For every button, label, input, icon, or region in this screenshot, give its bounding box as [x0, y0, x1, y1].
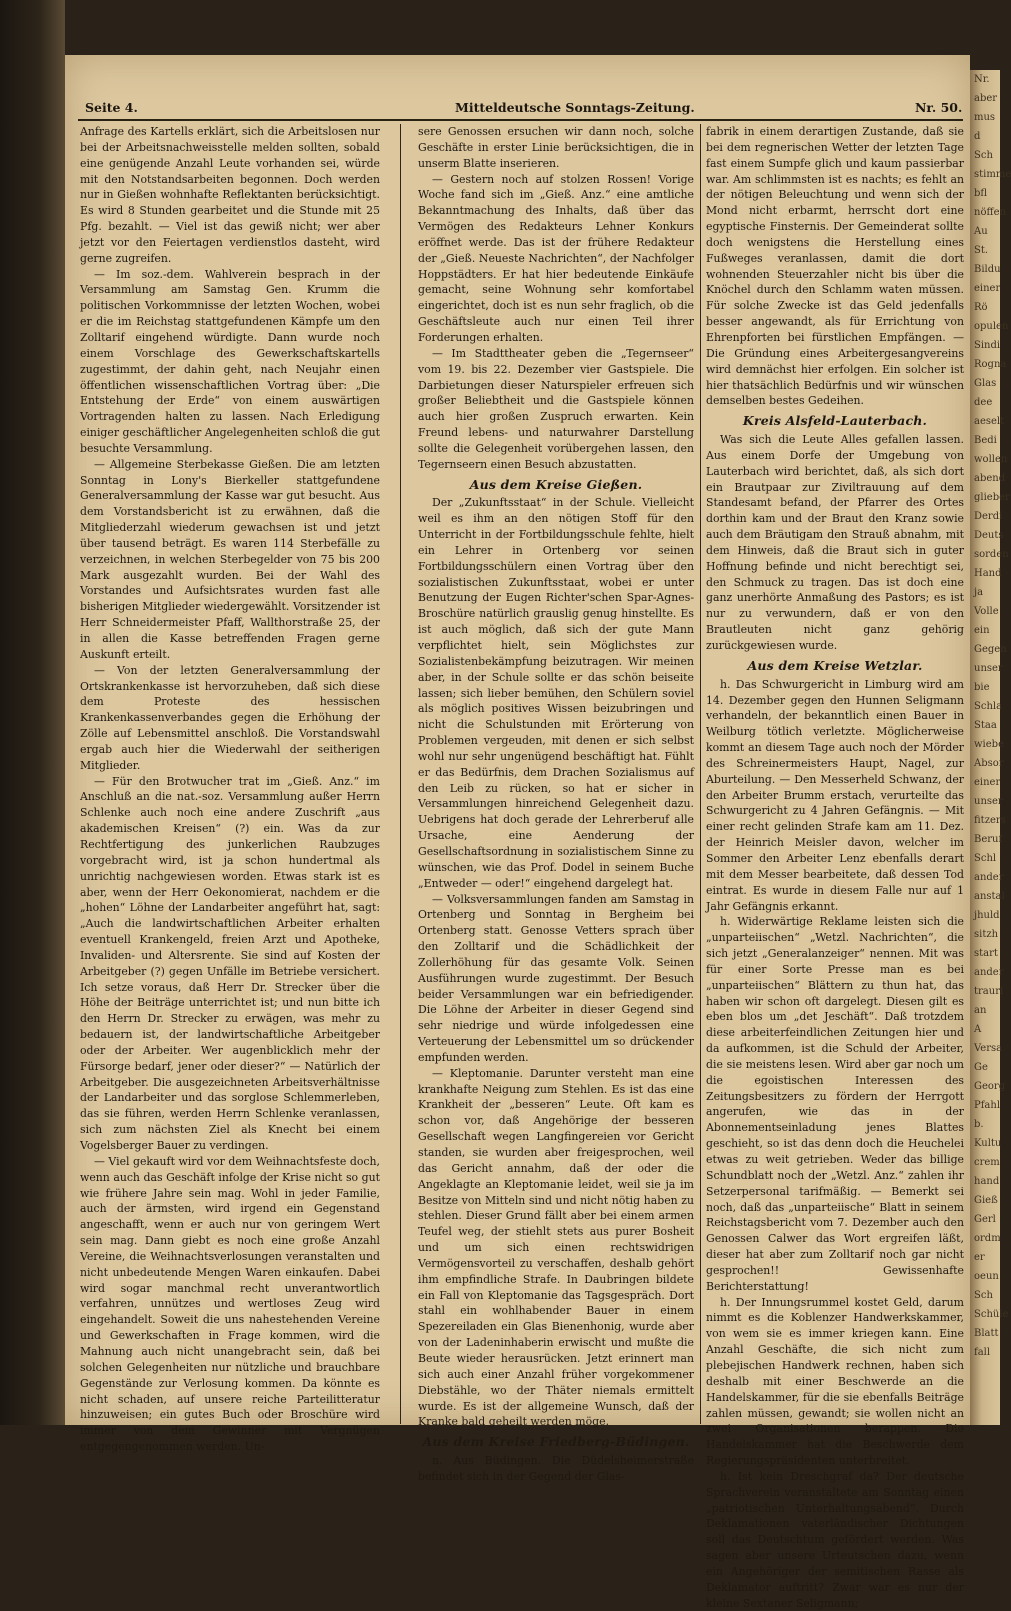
column-3 [706, 124, 964, 1610]
article-paragraph: — Volksversammlungen fanden am Samstag in Ortenberg und Sonntag in Bergheim bei Ortenberg statt. Genosse Vetters sprach über den Zolltarif und die Schädlichkeit der Zollerhöhung für das gesamte Volk. Seinen Ausführungen wurde zugestimmt. Der Besuch beider Versammlungen war ein befriedigender. Die Löhne der Arbeiter in dieser Gegend sind sehr niedrige und würde infolgedessen eine Verteuerung der Lebensmittel um so drückender empfunden werden. [418, 892, 694, 1064]
edge-fragment: Blatt [974, 1328, 999, 1339]
section-heading: Aus dem Kreise Friedberg-Büdingen. [422, 1434, 690, 1450]
issue-number: Nr. 50. [915, 100, 963, 115]
edge-fragment: Rö [974, 302, 988, 313]
edge-fragment: hand [974, 1176, 1000, 1187]
edge-fragment: anstal [974, 891, 1005, 902]
edge-fragment: d [974, 131, 981, 142]
edge-fragment: Beruf [974, 834, 1003, 845]
column-1 [80, 124, 380, 1454]
article-paragraph: — Kleptomanie. Darunter versteht man eine krankhafte Neigung zum Stehlen. Es ist das eine Krankheit der „besseren“ Leute. Oft kam es schon vor, daß Angehörige der besseren Gesellschaft wegen Langfingereien vor Gericht standen, sie wurden aber freigesprochen, weil das Gericht annahm, daß der oder die Angeklagte an Kleptomanie leidet, weil sie ja im Besitze von Mitteln sind und nicht nötig haben zu stehlen. Dieser Grund fällt aber bei einem armen Teufel weg, der stiehlt stets aus purer Bosheit und um sich einen rechtswidrigen Vermögensvorteil zu verschaffen, deshalb gehört ihm empfindliche Strafe. In Daubringen bildete ein Fall von Kleptomanie das Tagsgespräch. Dort stahl ein wohlhabender Bauer in einem Spezereiladen ein Glas Bienenhonig, wurde aber von der Ladeninhaberin erwischt und mußte die Beute wieder herausrücken. Jetzt erinnert man sich auch einer Anzahl früher vorgekommener Diebstähle, wo der Thäter niemals ermittelt wurde. Es ist der allgemeine Wunsch, daß der Kranke bald geheilt werden möge. [418, 1066, 694, 1429]
edge-fragment: Gegen [974, 644, 1007, 655]
article-paragraph: — Gestern noch auf stolzen Rossen! Vorige Woche fand sich im „Gieß. Anz.“ eine amtliche Bekanntmachung des Inhalts, daß über das Vermögen des Redakteurs Lehner Konkurs eröffnet werde. Das ist der frühere Redakteur der „Gieß. Neueste Nachrichten“, der Nachfolger Hoppstädters. Er hat hier bedeutende Einkäufe gemacht, seine Wohnung sehr komfortabel eingerichtet, doch ist es nun sehr fraglich, ob die Geschäftsleute auch nur einen Teil ihrer Forderungen erhalten. [418, 172, 694, 344]
edge-fragment: aber [974, 93, 998, 104]
edge-fragment: Kultu [974, 1138, 1002, 1149]
edge-fragment: St. [974, 245, 989, 256]
page-number: Seite 4. [85, 100, 138, 115]
edge-fragment: Georg [974, 1081, 1006, 1092]
edge-fragment: Staa [974, 720, 997, 731]
header-rule [78, 119, 963, 121]
article-paragraph: — Im Stadttheater geben die „Tegernseer“ vom 19. bis 22. Dezember vier Gastspiele. Die Darbietungen dieser Naturspieler erfreuen sich großer Beliebtheit und die Gastspiele können auch hier großen Zuspruch erwarten. Kein Freund lebens- und naturwahrer Darstellung sollte die Gelegenheit vorübergehen lassen, den Tegernseern einen Besuch abzustatten. [418, 346, 694, 471]
adjacent-page-edge [970, 70, 1011, 1425]
edge-fragment: start [974, 948, 998, 959]
article-paragraph: Was sich die Leute Alles gefallen lassen. Aus einem Dorfe der Umgebung von Lauterbach wird berichtet, daß, als sich dort ein Brautpaar zur Ziviltrauung auf dem Standesamt befand, der Pfarrer des Ortes dorthin kam und der Braut den Kranz sowie auch dem Bräutigam den Strauß abnahm, mit dem Hinweis, daß die Braut sich in guter Hoffnung befinde und nicht berechtigt sei, den Schmuck zu tragen. Das ist doch eine ganz unerhörte Anmaßung des Pastors; es ist nur zu verwundern, daß er von den Brautleuten nicht ganz gehörig zurückgewiesen wurde. [706, 433, 964, 652]
edge-fragment: Schl [974, 853, 997, 864]
article-paragraph: Der „Zukunftsstaat“ in der Schule. Vielleicht weil es ihm an den nötigen Stoff für den Unterricht in der Fortbildungsschule fehlte, hielt ein Lehrer in Ortenberg vor seinen Fortbildungsschülern einen Vortrag über den sozialistischen Zukunftsstaat, wobei er unter Benutzung der Eugen Richter'schen Spar-Agnes-Broschüre natürlich grauslig genug hinstellte. Es ist auch möglich, daß sich der gute Mann verpflichtet hielt, sein Möglichstes zur Sozialistenbekämpfung beizutragen. Wir meinen aber, in der Schule sollte er das schön beiseite lassen; sich lieber bemühen, den Schülern soviel als möglich positives Wissen beizubringen und nicht die Schulstunden mit Erörterung von Problemen vergeuden, mit denen er sich selbst wohl nur sehr ungenügend beschäftigt hat. Fühlt er das Bedürfnis, dem Drachen Sozialismus auf den Leib zu rücken, so hat er sicher in Versammlungen hinreichend Gelegenheit dazu. Uebrigens hat doch gerade der Lehrerberuf alle Ursache, eine Aenderung der Gesellschaftsordnung in sozialistischem Sinne zu wünschen, wie das Prof. Dodel in seinem Buche „Entweder — oder!“ eingehend dargelegt hat. [418, 496, 694, 890]
edge-fragment: bie [974, 682, 990, 693]
edge-fragment: mus [974, 112, 996, 123]
column-rule-2 [700, 124, 701, 1424]
edge-fragment: b. [974, 1119, 984, 1130]
edge-fragment: Sch [974, 150, 993, 161]
page-header [75, 96, 963, 120]
edge-fragment: ander [974, 872, 1004, 883]
article-paragraph: h. Der Innungsrummel kostet Geld, darum nimmt es die Koblenzer Handwerkskammer, von wem sie es immer kriegen kann. Eine Anzahl Geschäfte, die sich nicht zum plebejischen Handwerk rechnen, haben sich deshalb mit einer Beschwerde an die Handelskammer, für die sie ebenfalls Beiträge zahlen müssen, gewandt; sie wollen nicht an zwei Organisationen berappen. Die Handelskammer hat die Beschwerde dem Regierungspräsidenten unterbreitet. [706, 1295, 964, 1468]
edge-fragment: wiebe [974, 739, 1004, 750]
binding-board [0, 0, 65, 1425]
section-heading: Aus dem Kreise Wetzlar. [747, 657, 923, 673]
edge-fragment: dee [974, 397, 993, 408]
edge-fragment: Gieß [974, 1195, 998, 1206]
edge-fragment: Pfahl [974, 1100, 1001, 1111]
column-rule-1 [400, 124, 401, 1424]
edge-fragment: Ge [974, 1062, 988, 1073]
edge-fragment: Hand [974, 568, 1002, 579]
edge-fragment: ander [974, 967, 1004, 978]
edge-fragment: sorden [974, 549, 1009, 560]
article-paragraph: — Von der letzten Generalversammlung der Ortskrankenkasse ist hervorzuheben, daß sich diese dem Proteste des hessischen Krankenkassenverbandes gegen die Erhöhung der Zölle auf Lebensmittel anschloß. Die Vorstandswahl ergab auch hier die Wiederwahl der seitherigen Mitglieder. [80, 663, 380, 772]
edge-fragment: wollen [974, 454, 1008, 465]
edge-fragment: crem [974, 1157, 1000, 1168]
edge-fragment: fall [974, 1347, 991, 1358]
edge-fragment: opulen [974, 321, 1009, 332]
article-paragraph: — Im soz.-dem. Wahlverein besprach in der Versammlung am Samstag Gen. Krumm die politischen Vorkommnisse der letzten Wochen, wobei er die im Reichstag stattgefundenen Kämpfe um den Zolltarif eingehend würdigte. Dann wurde noch einem Vorschlage des Gewerkschaftskartells zugestimmt, der dahin geht, nach Neujahr einen öffentlichen wissenschaftlichen Vortrag über: „Die Entstehung der Erde“ von einem auswärtigen Vortragenden halten zu lassen. Nach Erledigung einiger geschäftlicher Angelegenheiten schloß die gut besuchte Versammlung. [80, 267, 380, 455]
edge-fragment: Schüle [974, 1309, 1009, 1320]
article-paragraph: Anfrage des Kartells erklärt, sich die Arbeitslosen nur bei der Arbeitsnachweisstelle melden sollten, sobald eine genügende Anzahl Leute vorhanden sei, würde mit den Notstandsarbeiten begonnen. Doch werden nur in Gießen wohnhafte Reflektanten berücksichtigt. Es wird 8 Stunden gearbeitet und die Stunde mit 25 Pfg. bezahlt. — Viel ist das gewiß nicht; wer aber jetzt vor den Feiertagen verdienstlos dasteht, wird gerne zugreifen. [80, 125, 380, 265]
article-paragraph: — Für den Brotwucher trat im „Gieß. Anz.“ im Anschluß an die nat.-soz. Versammlung außer Herrn Schlenke auch noch eine andere Zuschrift „aus akademischen Kreisen“ (?) ein. Was da zur Rechtfertigung des junkerlichen Raubzuges vorgebracht wird, ist ja schon hundertmal als unrichtig nachgewiesen worden. Etwas stark ist es aber, wenn der Herr Oekonomierat, nachdem er die „hohen“ Löhne der Landarbeiter angeführt hat, sagt: „Auch die landwirtschaftlichen Arbeiter erhalten eventuell Krankengeld, freien Arzt und Apotheke, Invaliden- und Altersrente. Sie sind auf Kosten der Arbeitgeber (?) gegen Unfälle im Betriebe versichert. Ich setze voraus, daß Herr Dr. Strecker über die Höhe der Beiträge unterrichtet ist; und nun bitte ich den Herrn Dr. Strecker zu erwägen, was mehr zu bedauern ist, der landwirtschaftliche Arbeitgeber oder der Arbeiter. Wer augenblicklich mehr der Fürsorge bedarf, jener oder dieser?“ — Natürlich der Arbeitgeber. Die ausgezeichneten Arbeitsverhältnisse der Landarbeiter und das sorglose Schlemmerleben, das sie führen, werden Herrn Schlenke veranlassen, sich zum nächsten Ziel als Knecht bei einem Vogelsberger Bauer zu verdingen. [80, 774, 380, 1152]
edge-fragment: einer [974, 777, 1001, 788]
edge-fragment: Glas [974, 378, 997, 389]
edge-fragment: stimme [974, 169, 1011, 180]
article-paragraph: sere Genossen ersuchen wir dann noch, solche Geschäfte in erster Linie berücksichtigen, die in unserm Blatte inserieren. [418, 125, 694, 170]
section-heading: Kreis Alsfeld-Lauterbach. [742, 413, 928, 429]
edge-fragment: Deuts [974, 530, 1004, 541]
article-paragraph: fabrik in einem derartigen Zustande, daß sie bei dem regnerischen Wetter der letzten Tage fast einem Sumpfe glich und kaum passierbar war. Am schlimmsten ist es nachts; es fehlt an der nötigen Beleuchtung und wenn sich der Mond nicht erbarmt, herrscht dort eine egyptische Finsternis. Der Gemeinderat sollte doch wenigstens die Herstellung eines Fußweges veranlassen, damit die dort wohnenden Steuerzahler nicht bis über die Knöchel durch den Schlamm waten müssen. Für solche Zwecke ist das Geld jedenfalls besser angewandt, als für Errichtung von Ehrenpforten bei fürstlichen Empfängen. — Die Gründung eines Arbeitergesangvereins wird demnächst hier erfolgen. Ein solcher ist hier thatsächlich Bedürfnis und wir wünschen demselben bestes Gedeihen. [706, 125, 964, 408]
masthead: Mitteldeutsche Sonntags-Zeitung. [455, 100, 695, 115]
edge-fragment: ordm [974, 1233, 1001, 1244]
edge-fragment: jhuld [974, 910, 1000, 921]
article-paragraph: — Allgemeine Sterbekasse Gießen. Die am letzten Sonntag in Lony's Bierkeller stattgefundene Generalversammlung der Kasse war gut besucht. Aus dem Vorstandsbericht ist zu erwähnen, daß die Mitgliederzahl wiederum gewachsen ist und jetzt über tausend beträgt. Es waren 114 Sterbefälle zu verzeichnen, in welchen Sterbegelder von 75 bis 200 Mark ausgezahlt wurden. Bei der Wahl des Vorstandes und Aufsichtsrates wurden fast alle bisherigen Mitglieder wiedergewählt. Vorsitzender ist Herr Schneidermeister Pfaff, Wallthorstraße 25, der in allen die Kasse betreffenden Fragen gerne Auskunft erteilt. [80, 457, 380, 661]
edge-fragment: ja [974, 587, 984, 598]
edge-fragment: A [974, 1024, 982, 1035]
edge-fragment: trauri [974, 986, 1004, 997]
edge-fragment: ein [974, 625, 990, 636]
edge-fragment: fitzers [974, 815, 1006, 826]
section-heading: Aus dem Kreise Gießen. [469, 476, 643, 492]
edge-fragment: er [974, 1252, 985, 1263]
edge-fragment: unser [974, 796, 1003, 807]
column-2 [418, 124, 694, 1483]
edge-fragment: Rogna [974, 359, 1007, 370]
article-paragraph: n. Aus Büdingen. Die Düdelsheimerstraße befindet sich in der Gegend der Glas- [418, 1454, 694, 1483]
edge-fragment: abend [974, 473, 1006, 484]
edge-fragment: Versa [974, 1043, 1003, 1054]
article-paragraph: h. Widerwärtige Reklame leisten sich die „unparteiischen“ „Wetzl. Nachrichten“, die sich jetzt „Generalanzeiger“ nennen. Mit was für einer Sorte Presse man es bei „unparteiischen“ Blättern zu thun hat, das haben wir schon oft dargelegt. Diesen gilt es eben blos um „det Jeschäft“. Daß trotzdem diese arbeiterfeindlichen Zeitungen hier und da aufkommen, ist die Schuld der Arbeiter, die sie meistens lesen. Wird aber gar noch um die egoistischen Interessen des Zeitungsbesitzers zu fördern der Herrgott angerufen, wie das in der Abonnementseinladung jenes Blattes geschieht, so ist das denn doch die Heuchelei etwas zu weit getrieben. Weder das billige Schundblatt noch der „Wetzl. Anz.“ zahlen ihr Setzerpersonal tarifmäßig. — Bemerkt sei noch, daß das „unparteiische“ Blatt in seinem Reichstagsbericht vom 7. Dezember auch den Genossen Calwer das Wort ergreifen läßt, dieser hat aber zum Zolltarif noch gar nicht gesprochen!! Gewissenhafte Berichterstattung! [706, 915, 964, 1293]
edge-fragment: Bedi [974, 435, 997, 446]
edge-fragment: sitzh [974, 929, 999, 940]
edge-fragment: Gerl [974, 1214, 996, 1225]
edge-fragment: Derdi [974, 511, 1003, 522]
edge-fragment: Au [974, 226, 988, 237]
edge-fragment: Sch [974, 1290, 993, 1301]
edge-fragment: Volle [974, 606, 999, 617]
edge-fragment: an [974, 1005, 987, 1016]
edge-fragment: Bildu [974, 264, 1001, 275]
edge-fragment: Nr. [974, 74, 990, 85]
edge-fragment: aeselt [974, 416, 1005, 427]
edge-fragment: Schla [974, 701, 1003, 712]
edge-fragment: einer [974, 283, 1001, 294]
edge-fragment: Absor [974, 758, 1004, 769]
article-paragraph: h. Das Schwurgericht in Limburg wird am 14. Dezember gegen den Hunnen Seligmann verhandeln, der bekanntlich einen Bauer in Weilburg tötlich verletzte. Möglicherweise kommt an diesem Tage auch noch der Mörder des Schreinermeisters Haupt, Nagel, zur Aburteilung. — Den Messerheld Schwanz, der den Arbeiter Brumm erstach, verurteilte das Schwurgericht zu 4 Jahren Gefängnis. — Mit einer recht gelinden Strafe kam am 11. Dez. der Heinrich Meisler davon, welcher im Sommer den Arbeiter Lenz ebenfalls derart mit dem Messer bearbeitete, daß dessen Tod eintrat. Es wurde in diesem Falle nur auf 1 Jahr Gefängnis erkannt. [706, 677, 964, 913]
edge-fragment: unser [974, 663, 1003, 674]
article-paragraph: h. Ist kein Dreschgraf da? Der deutsche Sprachverein veranstaltete am Sonntag einen „patriotischen Unterhaltungsabend“. Durch Deklamationen vaterländischer Dichtungen soll das Deutschtum gefördert werden. Was sagen aber unsere Urteutschen dazu, wenn ein Angehöriger der semitischen Rasse als Deklamator auftritt? Zwar war es nur der kleine Sextaner Seligmann; [706, 1469, 964, 1610]
edge-fragment: nöffen [974, 207, 1006, 218]
article-paragraph: — Viel gekauft wird vor dem Weihnachtsfeste doch, wenn auch das Geschäft infolge der Krise nicht so gut wie frühere Jahre sein mag. Wohl in jeder Familie, auch der ärmsten, wird irgend ein Gegenstand angeschafft, wenn er auch nur von geringem Wert sein mag. Dann giebt es noch eine große Anzahl Vereine, die Weihnachtsverlosungen veranstalten und nicht unbedeutende Mengen Waren einkaufen. Dabei wird sogar manchmal recht unverantwortlich verfahren, unnützes und wertloses Zeug wird eingehandelt. Soweit die uns nahestehenden Vereine und Gewerkschaften in Frage kommen, wird die Mahnung auch nicht unangebracht sein, daß bei solchen Gelegenheiten nur nützliche und brauchbare Gegenstände zur Verlosung kommen. Da könnte es nicht schaden, auf unsere reiche Parteilitteratur hinzuweisen; ein gutes Buch oder Broschüre wird immer von dem Gewinner mit Vergnügen entgegengenommen werden. Un- [80, 1154, 380, 1454]
edge-fragment: bfl [974, 188, 988, 199]
edge-fragment: glieber [974, 492, 1010, 503]
edge-fragment: oeun [974, 1271, 999, 1282]
edge-fragment: Sindi [974, 340, 1001, 351]
